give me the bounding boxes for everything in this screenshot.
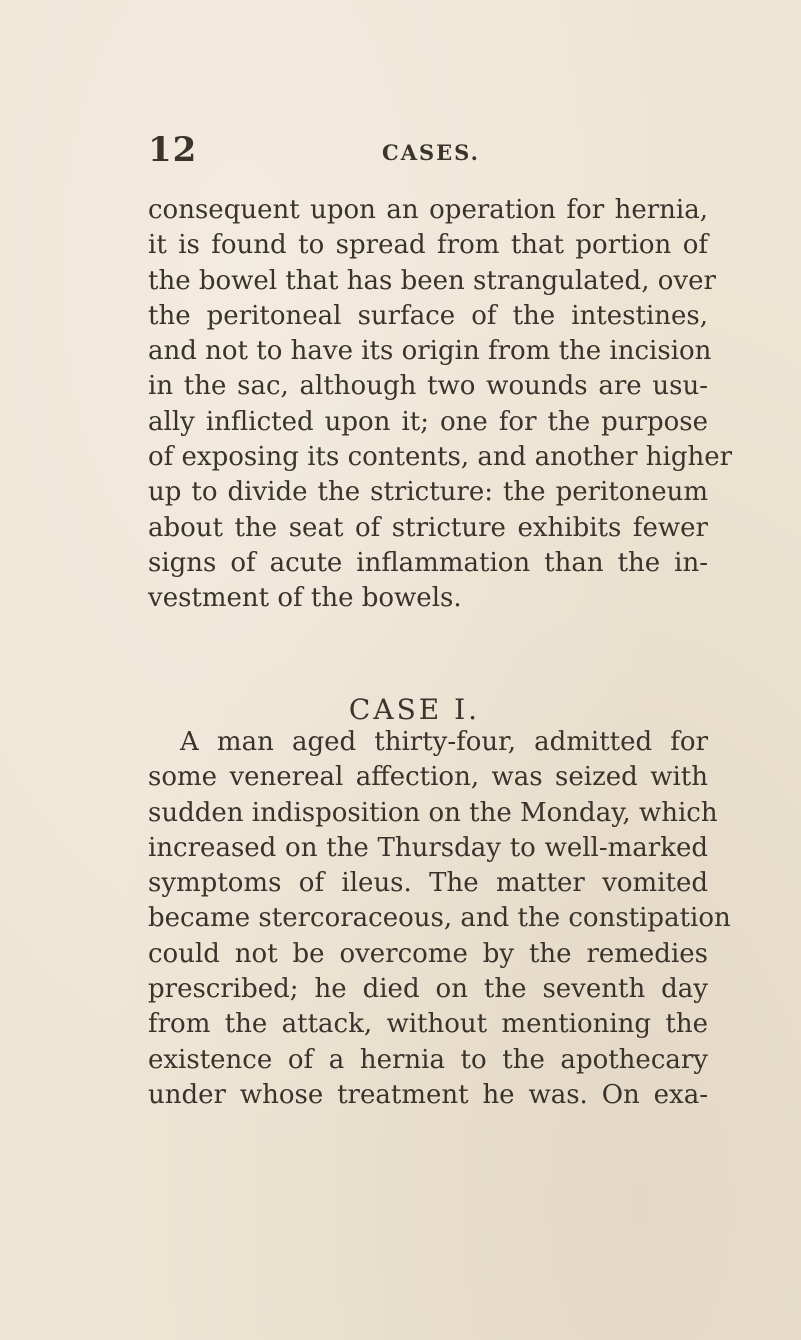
text-line: under whose treatment he was. On exa- [148, 1079, 708, 1110]
text-line: up to divide the stricture: the peritoneum [148, 477, 708, 508]
text-line: it is found to spread from that portion of [148, 230, 708, 261]
text-line: in the sac, although two wounds are usu- [148, 371, 708, 402]
section-heading-text: CASE I. [348, 693, 481, 726]
text-line: existence of a hernia to the apothecary [148, 1044, 708, 1075]
text-line: ally inflicted upon it; one for the purpose [148, 406, 708, 437]
text-line: some venereal affection, was seized with [148, 762, 708, 793]
text-line: became stercoraceous, and the constipation [148, 903, 731, 934]
text-line: sudden indisposition on the Monday, which [148, 797, 718, 828]
page-number: 12 [148, 130, 198, 170]
text-line: consequent upon an operation for hernia, [148, 195, 708, 225]
case-paragraph [148, 725, 731, 1113]
section-heading [0, 693, 801, 726]
text-line: could not be overcome by the remedies [148, 938, 708, 969]
text-line: from the attack, without mentioning the [148, 1009, 708, 1040]
text-line: the bowel that has been strangulated, over [148, 265, 716, 296]
text-line: vestment of the bowels. [148, 583, 462, 614]
paragraph-continuation [148, 193, 733, 617]
running-title: CASES. [382, 140, 480, 165]
running-head [148, 130, 708, 174]
text-line: symptoms of ileus. The matter vomited [148, 868, 708, 899]
text-line: increased on the Thursday to well-marked [148, 832, 708, 863]
text-line: A man aged thirty-four, admitted for [180, 727, 708, 757]
text-line: the peritoneal surface of the intestines, [148, 300, 708, 331]
text-line: and not to have its origin from the incision [148, 336, 712, 367]
text-line: about the seat of stricture exhibits fewer [148, 512, 708, 543]
text-line: prescribed; he died on the seventh day [148, 974, 708, 1005]
text-line: of exposing its contents, and another higher [148, 442, 733, 473]
text-line: signs of acute inflammation than the in- [148, 547, 708, 578]
